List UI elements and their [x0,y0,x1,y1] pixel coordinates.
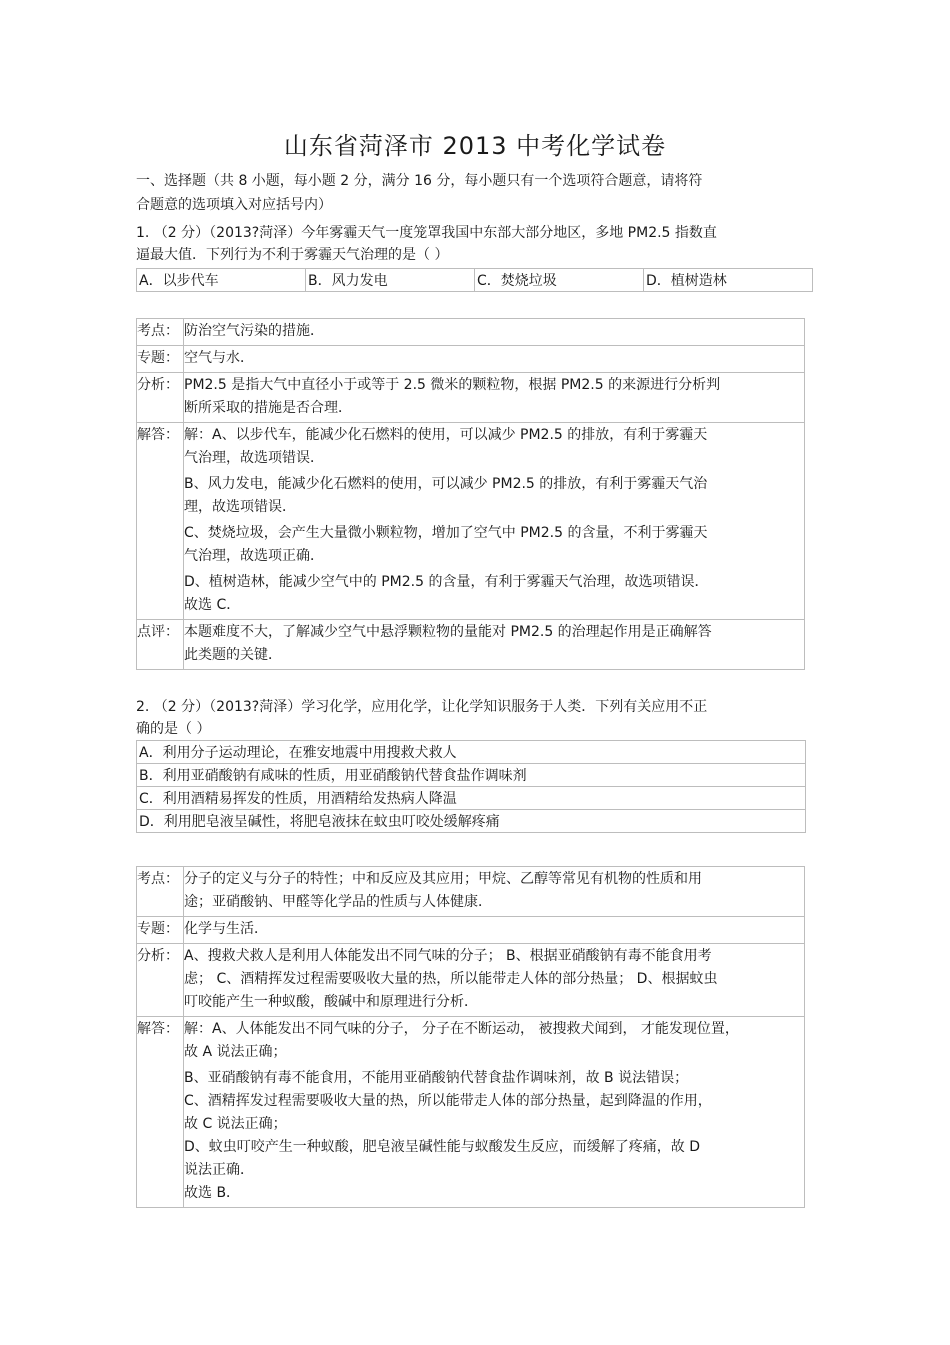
q2-fenxi [184,944,805,1017]
q1-stem-line-1: 1. （2 分）（2013?菏泽）今年雾霾天气一度笼罩我国中东部大部分地区，多地 PM2.5 指数直 [136,225,717,241]
section-intro-line-2: 合题意的选项填入对应括号内） [136,197,332,213]
q2-zhuanti: 化学与生活． [184,917,805,944]
q2-jieda [184,1017,805,1208]
q2-jieda-line-6: D、蚊虫叮咬产生一种蚁酸，肥皂液呈碱性能与蚁酸发生反应，而缓解了疼痛，故 D [184,1139,701,1155]
q2-fenxi-line-3: 叮咬能产生一种蚁酸，酸碱中和原理进行分析． [184,994,478,1010]
q2-stem-line-1: 2. （2 分）（2013?菏泽）学习化学，应用化学，让化学知识服务于人类．下列有关应用不正 [136,699,708,715]
q2-kaodian-line-1: 分子的定义与分子的特性；中和反应及其应用；甲烷、乙醇等常见有机物的性质和用 [184,871,702,887]
q2-option-b[interactable]: B．利用亚硝酸钠有咸味的性质，用亚硝酸钠代替食盐作调味剂 [137,764,806,787]
q1-jieda-line-1: 解：A、以步代车，能减少化石燃料的使用，可以减少 PM2.5 的排放，有利于雾霾天 [184,427,708,443]
q1-jieda-line-2: 气治理，故选项错误． [184,450,324,466]
q2-kaodian-label: 考点： [137,867,184,917]
q1-kaodian: 防治空气污染的措施． [184,319,805,346]
q2-jieda-line-2: 故 A 说法正确； [184,1044,287,1060]
q2-stem-line-2: 确的是（ ） [136,721,211,737]
q1-jieda-label: 解答： [137,423,184,620]
q1-jieda-line-7: D、植树造林，能减少空气中的 PM2.5 的含量，有利于雾霾天气治理，故选项错误． [184,574,709,590]
q2-kaodian-line-2: 途；亚硝酸钠、甲醛等化学品的性质与人体健康． [184,894,492,910]
q1-dianping-label: 点评： [137,620,184,670]
q1-fenxi-line-1: PM2.5 是指大气中直径小于或等于 2.5 微米的颗粒物，根据 PM2.5 的来源进行分析判 [184,377,721,393]
q1-dianping-line-1: 本题难度不大，了解减少空气中悬浮颗粒物的量能对 PM2.5 的治理起作用是正确解答 [184,624,712,640]
q2-options-table [136,740,806,833]
q2-jieda-label: 解答： [137,1017,184,1208]
q1-fenxi-line-2: 断所采取的措施是否合理． [184,400,352,416]
q2-zhuanti-label: 专题： [137,917,184,944]
q2-jieda-line-1: 解：A、人体能发出不同气味的分子， 分子在不断运动， 被搜救犬闻到， 才能发现位置， [184,1021,739,1037]
q1-jieda-line-4: 理，故选项错误． [184,499,296,515]
q2-fenxi-line-1: A、搜救犬救人是利用人体能发出不同气味的分子； B、根据亚硝酸钠有毒不能食用考 [184,948,712,964]
q1-kaodian-label: 考点： [137,319,184,346]
q1-option-c[interactable]: C．焚烧垃圾 [475,269,644,292]
q1-jieda-line-3: B、风力发电，能减少化石燃料的使用，可以减少 PM2.5 的排放，有利于雾霾天气治 [184,476,708,492]
q1-option-b[interactable]: B．风力发电 [306,269,475,292]
page-title: 山东省菏泽市 2013 中考化学试卷 [283,132,667,160]
q2-jieda-line-7: 说法正确． [184,1162,254,1178]
q1-options-table [136,268,813,292]
q1-stem-line-2: 逼最大值．下列行为不利于雾霾天气治理的是（ ） [136,247,449,263]
section-intro-line-1: 一、选择题（共 8 小题，每小题 2 分，满分 16 分，每小题只有一个选项符合题意，请将符 [136,173,703,189]
q2-fenxi-line-2: 虑； C、酒精挥发过程需要吸收大量的热，所以能带走人体的部分热量； D、根据蚊虫 [184,971,718,987]
q1-jieda [184,423,805,620]
q2-jieda-line-5: 故 C 说法正确； [184,1116,287,1132]
q2-option-a[interactable]: A．利用分子运动理论，在雅安地震中用搜救犬救人 [137,741,806,764]
q1-fenxi [184,373,805,423]
q1-jieda-line-6: 气治理，故选项正确． [184,548,324,564]
q2-jieda-line-8: 故选 B． [184,1185,241,1201]
q1-option-d[interactable]: D．植树造林 [644,269,813,292]
q2-option-d[interactable]: D．利用肥皂液呈碱性，将肥皂液抹在蚊虫叮咬处缓解疼痛 [137,810,806,833]
q1-zhuanti-label: 专题： [137,346,184,373]
q1-zhuanti: 空气与水． [184,346,805,373]
q2-fenxi-label: 分析： [137,944,184,1017]
q1-jieda-line-8: 故选 C． [184,597,241,613]
q1-analysis-table [136,318,805,670]
q2-jieda-line-4: C、酒精挥发过程需要吸收大量的热，所以能带走人体的部分热量，起到降温的作用， [184,1093,712,1109]
q1-fenxi-label: 分析： [137,373,184,423]
q1-jieda-line-5: C、焚烧垃圾，会产生大量微小颗粒物，增加了空气中 PM2.5 的含量，不利于雾霾天 [184,525,708,541]
q2-jieda-line-3: B、亚硝酸钠有毒不能食用，不能用亚硝酸钠代替食盐作调味剂，故 B 说法错误； [184,1070,689,1086]
q2-kaodian [184,867,805,917]
q1-dianping-line-2: 此类题的关键． [184,647,282,663]
q1-dianping [184,620,805,670]
q2-option-c[interactable]: C．利用酒精易挥发的性质，用酒精给发热病人降温 [137,787,806,810]
q1-option-a[interactable]: A．以步代车 [137,269,306,292]
q2-analysis-table [136,866,805,1208]
